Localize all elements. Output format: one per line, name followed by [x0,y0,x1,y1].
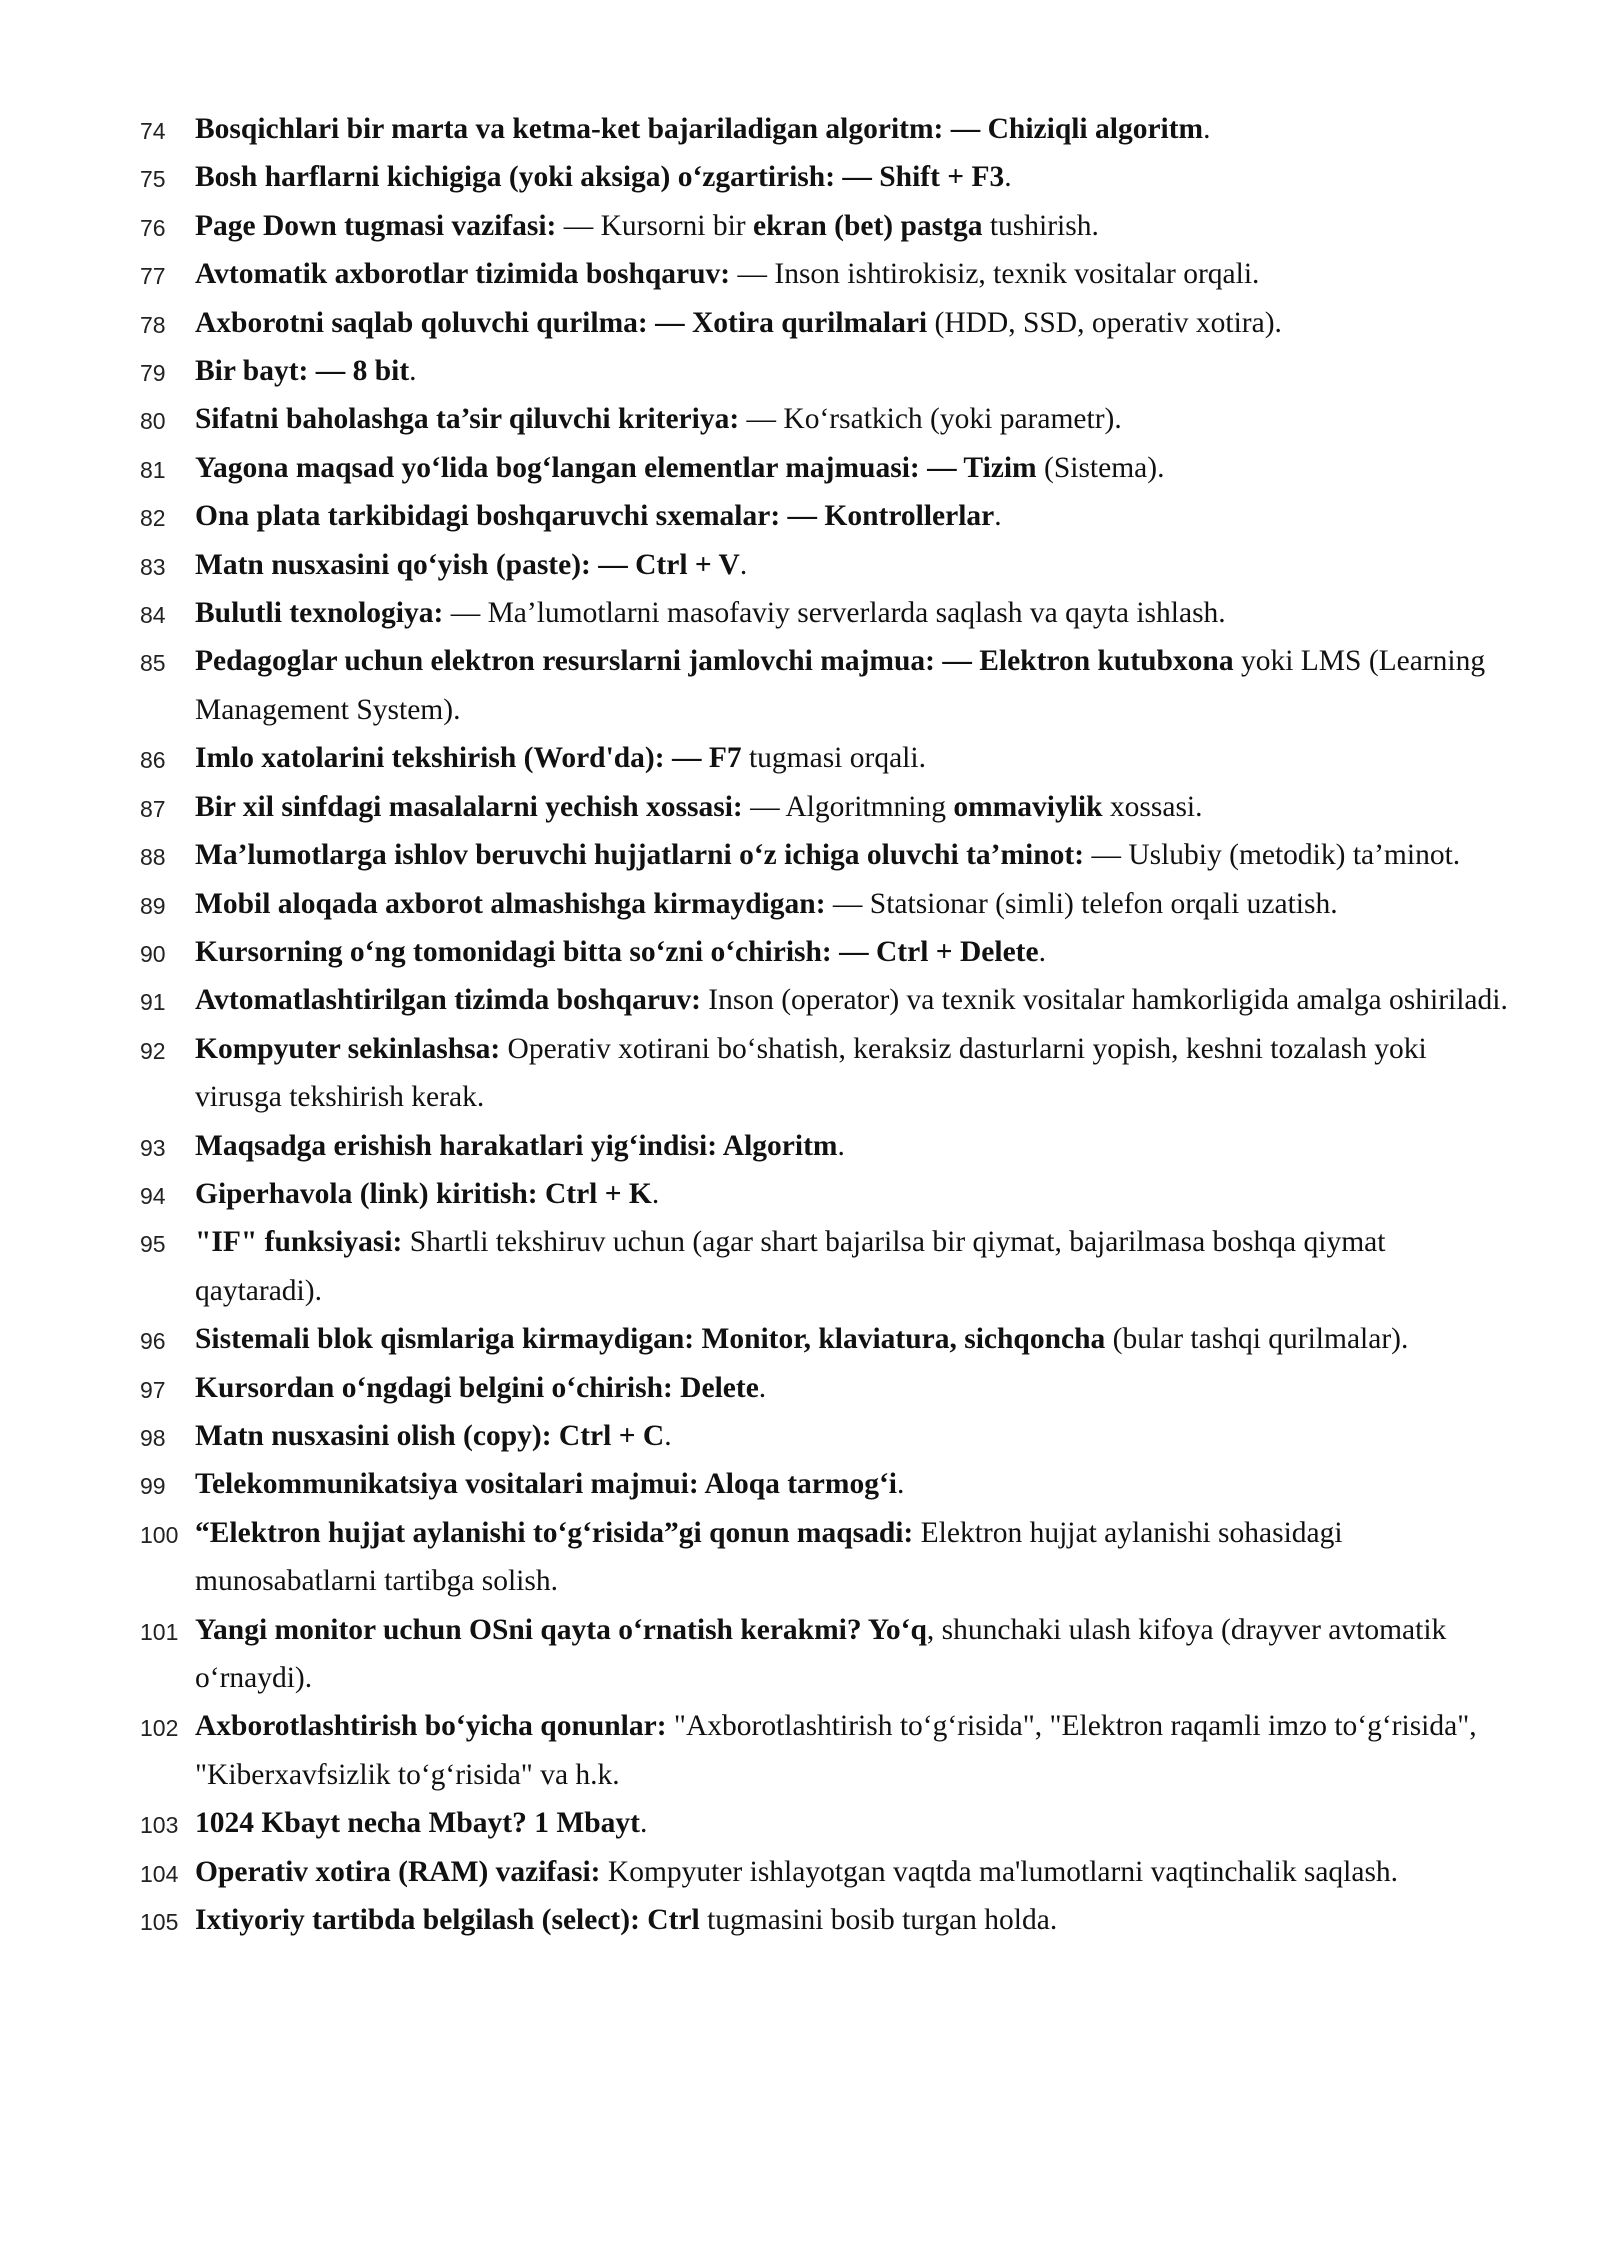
list-item [140,1606,1510,1703]
item-text [195,597,1226,629]
plain-text: . [651,1177,660,1210]
item-number: 76 [140,214,166,241]
plain-text: Kompyuter ishlayotgan vaqtda ma'lumotlarni vaqtinchalik saqlash. [600,1855,1399,1888]
item-text [195,1468,904,1500]
bold-text: Operativ xotira (RAM) vazifasi: [195,1855,601,1888]
item-number: 90 [140,940,166,967]
plain-text: "Axborotlashtirish to‘g‘risida", "Elektron raqamli imzo to‘g‘risida", "Kiberxavfsizlik to‘g‘risida" va h.k. [195,1710,1477,1791]
bold-text: Axborotni saqlab qoluvchi qurilma: — Xotira qurilmalari [195,306,928,339]
bold-text: Kursordan o‘ngdagi belgini o‘chirish: Delete [195,1371,759,1404]
bold-text: Kursorning o‘ng tomonidagi bitta so‘zni o‘chirish: — Ctrl + Delete [195,935,1039,968]
item-text [195,1420,672,1452]
item-number: 80 [140,408,166,435]
list-item [140,444,1510,492]
item-text [195,161,1012,193]
list-item [140,1848,1510,1896]
bold-text: Axborotlashtirish bo‘yicha qonunlar: [195,1710,667,1743]
bold-text: Bulutli texnologiya: [195,597,444,630]
item-number: 84 [140,602,166,629]
item-text [195,645,1485,725]
bold-text: Ixtiyoriy tartibda belgilash (select): Ctrl [195,1904,700,1937]
item-number: 96 [140,1328,166,1355]
bold-text: Sifatni baholashga ta’sir qiluvchi kriteriya: [195,403,740,436]
plain-text: Operativ xotirani bo‘shatish, keraksiz dasturlarni yopish, keshni tozalash yoki virusga tekshirish kerak. [195,1032,1427,1114]
item-text [195,1856,1398,1888]
plain-text: tugmasini bosib turgan holda. [699,1904,1058,1937]
item-number: 92 [140,1037,166,1064]
plain-text: yoki LMS (Learning Management System). [195,645,1486,726]
item-number: 82 [140,505,166,532]
plain-text: Shartli tekshiruv uchun (agar shart bajarilsa bir qiymat, bajarilmasa boshqa qiymat qaytaradi). [195,1226,1386,1307]
item-number: 85 [140,650,166,677]
list-item [140,105,1510,153]
plain-text: — Kursorni bir [556,209,754,242]
bold-text: Telekommunikatsiya vositalari majmui: Aloqa tarmog‘i [195,1468,897,1501]
plain-text: . [639,1807,648,1840]
item-text [195,500,1002,532]
item-text [195,258,1259,290]
plain-text: . [837,1129,845,1162]
plain-text: . [994,500,1002,533]
bold-text: Bosh harflarni kichigiga (yoki aksiga) o‘zgartirish: — Shift + F3 [195,161,1005,194]
item-number: 94 [140,1182,166,1209]
list-item [140,347,1510,395]
bold-text: Ma’lumotlarga ishlov beruvchi hujjatlarni o‘z ichiga oluvchi ta’minot: [195,839,1085,872]
bold-text: Avtomatlashtirilgan tizimda boshqaruv: [195,984,701,1017]
bold-text: 1024 Kbayt necha Mbayt? 1 Mbayt [195,1807,640,1840]
list-item [140,541,1510,589]
item-number: 89 [140,892,166,919]
bold-text: Pedagoglar uchun elektron resurslarni jamlovchi majmua: — Elektron kutubxona [195,645,1234,678]
item-text [195,549,747,581]
bold-text: Mobil aloqada axborot almashishga kirmaydigan: [195,887,826,920]
plain-text: — Ko‘rsatkich (yoki parametr). [739,403,1122,436]
item-text [195,791,1203,823]
item-number: 97 [140,1376,166,1403]
list-item [140,1364,1510,1412]
bold-text: "IF" funksiyasi: [195,1226,403,1259]
list-item [140,589,1510,637]
item-text [195,888,1338,920]
list-item [140,1412,1510,1460]
plain-text: — Statsionar (simli) telefon orqali uzatish. [825,887,1338,920]
plain-text: . [1203,113,1211,145]
plain-text: — Algoritmning [742,790,954,823]
item-text [195,1517,1343,1597]
plain-text: — Uslubiy (metodik) ta’minot. [1084,839,1461,872]
item-number: 104 [140,1860,179,1887]
item-text [195,210,1099,242]
list-item [140,734,1510,782]
bold-text: Bosqichlari bir marta va ketma-ket bajariladigan algoritm: — Chiziqli algoritm [195,113,1204,145]
list-item [140,153,1510,201]
bold-text: “Elektron hujjat aylanishi to‘g‘risida”gi qonun maqsadi: [195,1516,914,1549]
plain-text: — Ma’lumotlarni masofaviy serverlarda saqlash va qayta ishlash. [443,597,1226,630]
list-item [140,1509,1510,1606]
list-item [140,202,1510,250]
item-text [195,307,1282,339]
bold-text: Avtomatik axborotlar tizimida boshqaruv: [195,258,731,291]
item-text [195,1323,1408,1355]
item-number: 78 [140,311,166,338]
list-item [140,1460,1510,1508]
bold-text: Page Down tugmasi vazifasi: [195,209,557,242]
list-item [140,831,1510,879]
item-text [195,403,1122,435]
item-number: 100 [140,1521,179,1548]
plain-text: . [758,1371,767,1404]
item-text [195,1226,1385,1306]
list-item [140,250,1510,298]
item-number: 93 [140,1134,166,1161]
item-number: 86 [140,747,166,774]
plain-text: xossasi. [1102,790,1203,823]
item-number: 79 [140,360,166,387]
item-text [195,1178,659,1210]
plain-text: . [739,548,748,581]
plain-text: tushirish. [982,209,1099,242]
item-text [195,936,1046,968]
list-item [140,976,1510,1024]
bold-text: ekran (bet) pastga [753,209,983,242]
item-text [195,452,1164,484]
list-item [140,1315,1510,1363]
plain-text: . [897,1468,905,1501]
plain-text: (HDD, SSD, operativ xotira). [927,306,1282,339]
list-item [140,1799,1510,1847]
item-number: 87 [140,795,166,822]
bold-text: Giperhavola (link) kiritish: Ctrl + K [195,1177,652,1210]
list-item [140,637,1510,734]
item-text [195,1033,1427,1113]
bold-text: Bir bayt: — 8 bit [195,355,410,388]
item-number: 105 [140,1909,179,1936]
plain-text: . [409,355,417,388]
list-item [140,492,1510,540]
bold-text: Ona plata tarkibidagi boshqaruvchi sxemalar: — Kontrollerlar [195,500,995,533]
plain-text: , shunchaki ulash kifoya (drayver avtomatik o‘rnaydi). [195,1613,1447,1694]
item-text [195,839,1460,871]
item-number: 101 [140,1618,179,1645]
bold-text: Matn nusxasini qo‘yish (paste): — Ctrl + V [195,548,740,581]
bold-text: ommaviylik [953,790,1103,823]
item-number: 95 [140,1231,166,1258]
plain-text: — Inson ishtirokisiz, texnik vositalar orqali. [730,258,1260,291]
plain-text: Inson (operator) va texnik vositalar hamkorligida amalga oshiriladi. [700,984,1508,1017]
plain-text: Elektron hujjat aylanishi sohasidagi munosabatlarni tartibga solish. [195,1516,1343,1598]
item-text [195,1614,1446,1694]
bold-text: Maqsadga erishish harakatlari yig‘indisi: Algoritm [195,1129,838,1162]
plain-text: . [1038,935,1046,968]
bold-text: Bir xil sinfdagi masalalarni yechish xossasi: [195,790,743,823]
list-item [140,1170,1510,1218]
list-item [140,928,1510,976]
item-text [195,113,1211,145]
list-item [140,1025,1510,1122]
list-item [140,1702,1510,1799]
item-number: 91 [140,989,166,1016]
item-number: 103 [140,1812,179,1839]
item-text [195,1807,647,1839]
list-item [140,395,1510,443]
item-text [195,1710,1477,1790]
bold-text: Kompyuter sekinlashsa: [195,1032,501,1065]
plain-text: . [664,1419,672,1452]
item-text [195,355,417,387]
bold-text: Sistemali blok qismlariga kirmaydigan: Monitor, klaviatura, sichqoncha [195,1323,1106,1356]
plain-text: (bular tashqi qurilmalar). [1105,1323,1409,1356]
item-number: 77 [140,263,166,290]
bold-text: Yagona maqsad yo‘lida bog‘langan elementlar majmuasi: — Tizim [195,451,1037,484]
bold-text: Matn nusxasini olish (copy): Ctrl + C [195,1419,665,1452]
list-item [140,880,1510,928]
item-number: 81 [140,456,166,483]
item-text [195,742,926,774]
item-number: 88 [140,844,166,871]
item-number: 102 [140,1715,179,1742]
bold-text: Imlo xatolarini tekshirish (Word'da): — F7 [195,742,742,775]
plain-text: (Sistema). [1036,451,1165,484]
item-number: 74 [140,118,166,144]
list-item [140,1896,1510,1944]
item-number: 75 [140,166,166,193]
numbered-list [140,105,1510,1944]
item-number: 99 [140,1473,166,1500]
item-number: 83 [140,553,166,580]
item-number: 98 [140,1424,166,1451]
item-text [195,1130,845,1162]
plain-text: tugmasi orqali. [741,742,926,775]
list-item [140,1122,1510,1170]
list-item [140,1218,1510,1315]
item-text [195,1904,1057,1936]
item-text [195,1372,766,1404]
plain-text: . [1004,161,1012,194]
list-item [140,783,1510,831]
item-text [195,984,1508,1016]
bold-text: Yangi monitor uchun OSni qayta o‘rnatish kerakmi? Yo‘q [195,1613,927,1646]
list-item [140,299,1510,347]
